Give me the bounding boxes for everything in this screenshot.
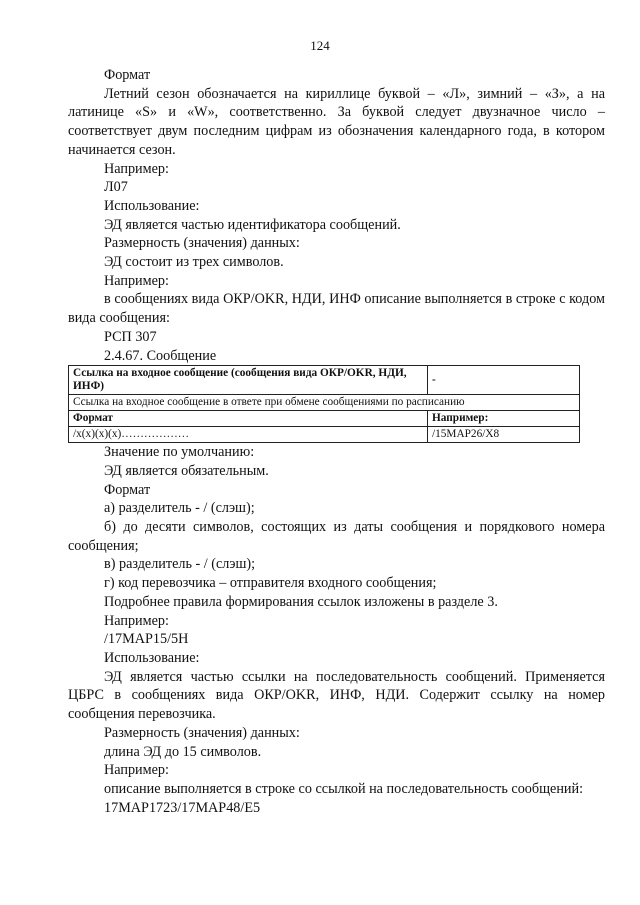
format-paragraph: Летний сезон обозначается на кириллице буквой – «Л», зимний – «З», а на латинице «S» и «W», соответственно. За буквой следует двузначное число – соответствует двум последним цифрам из обозначения календарного года, в котором начинается сезон. — [68, 85, 605, 158]
usage-text: ЭД является частью ссылки на последовательность сообщений. Применяется ЦБРС в сообщениях вида ОКР/OKR, ИНФ, НДИ. Содержит ссылку на номер сообщения перевозчика. — [68, 668, 605, 723]
example-heading: Например: — [104, 160, 169, 177]
table-row — [69, 395, 580, 411]
dimension-heading: Размерность (значения) данных: — [104, 235, 300, 252]
format-item-g: г) код перевозчика – отправителя входного сообщения; — [104, 575, 437, 592]
usage-heading: Использование: — [104, 197, 200, 214]
example-value: 17МАР1723/17МАР48/Е5 — [104, 799, 261, 816]
table-row — [69, 411, 580, 427]
dimension-text: длина ЭД до 15 символов. — [104, 743, 262, 760]
example-value: РСП 307 — [104, 328, 157, 345]
example-text: описание выполняется в строке со ссылкой на последовательность сообщений: — [104, 780, 584, 797]
table-row — [69, 427, 580, 443]
section-heading: 2.4.67. Сообщение — [104, 347, 217, 364]
dimension-text: ЭД состоит из трех символов. — [104, 254, 284, 271]
table-title-cell: Ссылка на входное сообщение (сообщения вида ОКР/OKR, НДИ, ИНФ) — [69, 366, 428, 395]
example-heading: Например: — [104, 612, 169, 629]
format-item-b: б) до десяти символов, состоящих из даты сообщения и порядкового номера сообщения; — [68, 519, 605, 554]
document-body — [68, 66, 605, 817]
table-row — [69, 366, 580, 395]
table-title-side-cell: - — [428, 366, 580, 395]
format-heading: Формат — [104, 67, 151, 83]
format-item-v: в) разделитель - / (слэш); — [104, 556, 256, 573]
example-text: в сообщениях вида ОКР/OKR, НДИ, ИНФ описание выполняется в строке с кодом вида сообщения: — [68, 291, 605, 327]
dimension-heading: Размерность (значения) данных: — [104, 724, 300, 741]
example-value: Л07 — [104, 179, 128, 196]
page-number: 124 — [310, 38, 330, 53]
rules-text: Подробнее правила формирования ссылок изложены в разделе 3. — [104, 593, 498, 610]
usage-text: ЭД является частью идентификатора сообщений. — [104, 216, 401, 233]
default-heading: Значение по умолчанию: — [104, 444, 255, 461]
example-heading: Например: — [104, 272, 169, 289]
table-example-value: /15МАР26/Х8 — [428, 427, 580, 443]
usage-heading: Использование: — [104, 649, 200, 666]
element-table — [68, 365, 580, 443]
example-value: /17МАР15/5Н — [104, 631, 189, 648]
example-heading: Например: — [104, 762, 169, 779]
table-format-value: /x(x)(x)(x)……………… — [69, 427, 428, 443]
format-heading: Формат — [104, 481, 151, 498]
default-text: ЭД является обязательным. — [104, 462, 269, 479]
format-item-a: а) разделитель - / (слэш); — [104, 500, 255, 517]
table-header-example: Например: — [428, 411, 580, 427]
table-description-cell: Ссылка на входное сообщение в ответе при обмене сообщениями по расписанию — [69, 395, 580, 411]
table-header-format: Формат — [69, 411, 428, 427]
